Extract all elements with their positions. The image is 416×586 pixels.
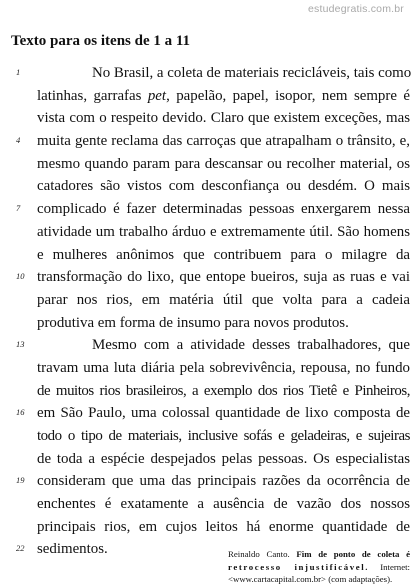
source-citation: [228, 548, 410, 586]
section-heading: Texto para os itens de 1 a 11: [11, 33, 191, 49]
passage-line: [0, 425, 416, 448]
site-watermark: estudegratis.com.br: [307, 3, 404, 15]
citation-line: [228, 548, 410, 561]
line-text: atividade um trabalho árduo e extremamente útil. São homens: [37, 223, 410, 240]
line-text: catadores são vistos com desconfiança ou desdém. O mais: [37, 178, 410, 195]
line-number: 1: [16, 67, 21, 77]
line-text: vista com o respeito devido. Claro que existem exceções, mas: [37, 110, 410, 127]
line-number: 16: [16, 407, 25, 418]
line-number: 10: [16, 271, 25, 282]
passage-line: [0, 107, 416, 130]
passage-line: [0, 85, 416, 108]
passage-line: [0, 493, 416, 516]
line-text: em São Paulo, uma colossal quantidade de lixo composta de: [37, 405, 410, 422]
passage-line: [0, 153, 416, 176]
line-text: transformação do lixo, que entope bueiros, suja as ruas e vai: [37, 269, 410, 286]
passage-line: [0, 448, 416, 471]
passage-line: [0, 198, 416, 221]
line-number: 22: [16, 543, 25, 554]
citation-internet: Internet:: [380, 561, 410, 572]
line-text: enchentes é exatamente a ausência de vazão dos nossos: [37, 496, 410, 513]
emphasis-word: pet: [147, 87, 167, 104]
citation-line: [228, 561, 410, 574]
passage-line: [0, 402, 416, 425]
line-text: de muitos rios brasileiros, a exemplo dos rios Tietê e Pinheiros,: [37, 382, 410, 399]
line-text: parar nos rios, em matéria útil que volta para a cadeia: [37, 291, 410, 308]
line-number: 7: [16, 203, 21, 214]
passage-line: [0, 470, 416, 493]
citation-title: Fim de ponto de coleta é: [296, 549, 410, 559]
passage-line: [0, 516, 416, 539]
line-text: produtiva em forma de insumo para novos produtos.: [37, 314, 349, 331]
citation-title-continued: retrocesso injustificável.: [228, 561, 370, 572]
passage-line: [0, 244, 416, 267]
line-text: muita gente reclama das carroças que atrapalham o trânsito, e,: [37, 133, 410, 150]
line-number: 13: [16, 339, 25, 350]
passage-line: [0, 175, 416, 198]
citation-url: <www.cartacapital.com.br> (com adaptações).: [228, 574, 393, 584]
passage-line: [0, 289, 416, 312]
passage-line: [0, 334, 416, 357]
line-text: e mulheres anônimos que contribuem para o milagre da: [37, 246, 410, 263]
line-text: Mesmo com a atividade desses trabalhadores, que: [92, 337, 410, 354]
line-text: latinhas, garrafas pet, papelão, papel, isopor, nem sempre é: [37, 87, 410, 104]
line-text: travam uma luta diária pela sobrevivência, repousa, no fundo: [37, 359, 410, 376]
passage-line: [0, 380, 416, 403]
line-number: 4: [16, 135, 21, 146]
line-text: de toda a espécie despejados pelas pessoas. Os especialistas: [37, 450, 410, 467]
line-text: consideram que uma das principais razões da ocorrência de: [37, 473, 410, 490]
line-text: principais rios, em cujos leitos há enorme quantidade de: [37, 518, 410, 535]
line-number: 19: [16, 475, 25, 486]
line-text: complicado é fazer determinadas pessoas enxergarem nessa: [37, 201, 410, 218]
passage-line: [0, 266, 416, 289]
line-text: todo o tipo de materiais, inclusive sofás e geladeiras, e sujeiras: [37, 428, 410, 444]
line-text: No Brasil, a coleta de materiais recicláveis, tais como: [92, 65, 412, 81]
citation-author: Reinaldo Canto.: [228, 549, 290, 559]
passage-line: [0, 130, 416, 153]
passage-text: [0, 62, 416, 561]
line-text: sedimentos.: [37, 541, 108, 558]
line-text: mesmo quando param para descansar ou recolher material, os: [37, 155, 410, 172]
passage-line: [0, 357, 416, 380]
passage-line: [0, 221, 416, 244]
passage-line: [0, 312, 416, 335]
passage-line: [0, 62, 416, 85]
